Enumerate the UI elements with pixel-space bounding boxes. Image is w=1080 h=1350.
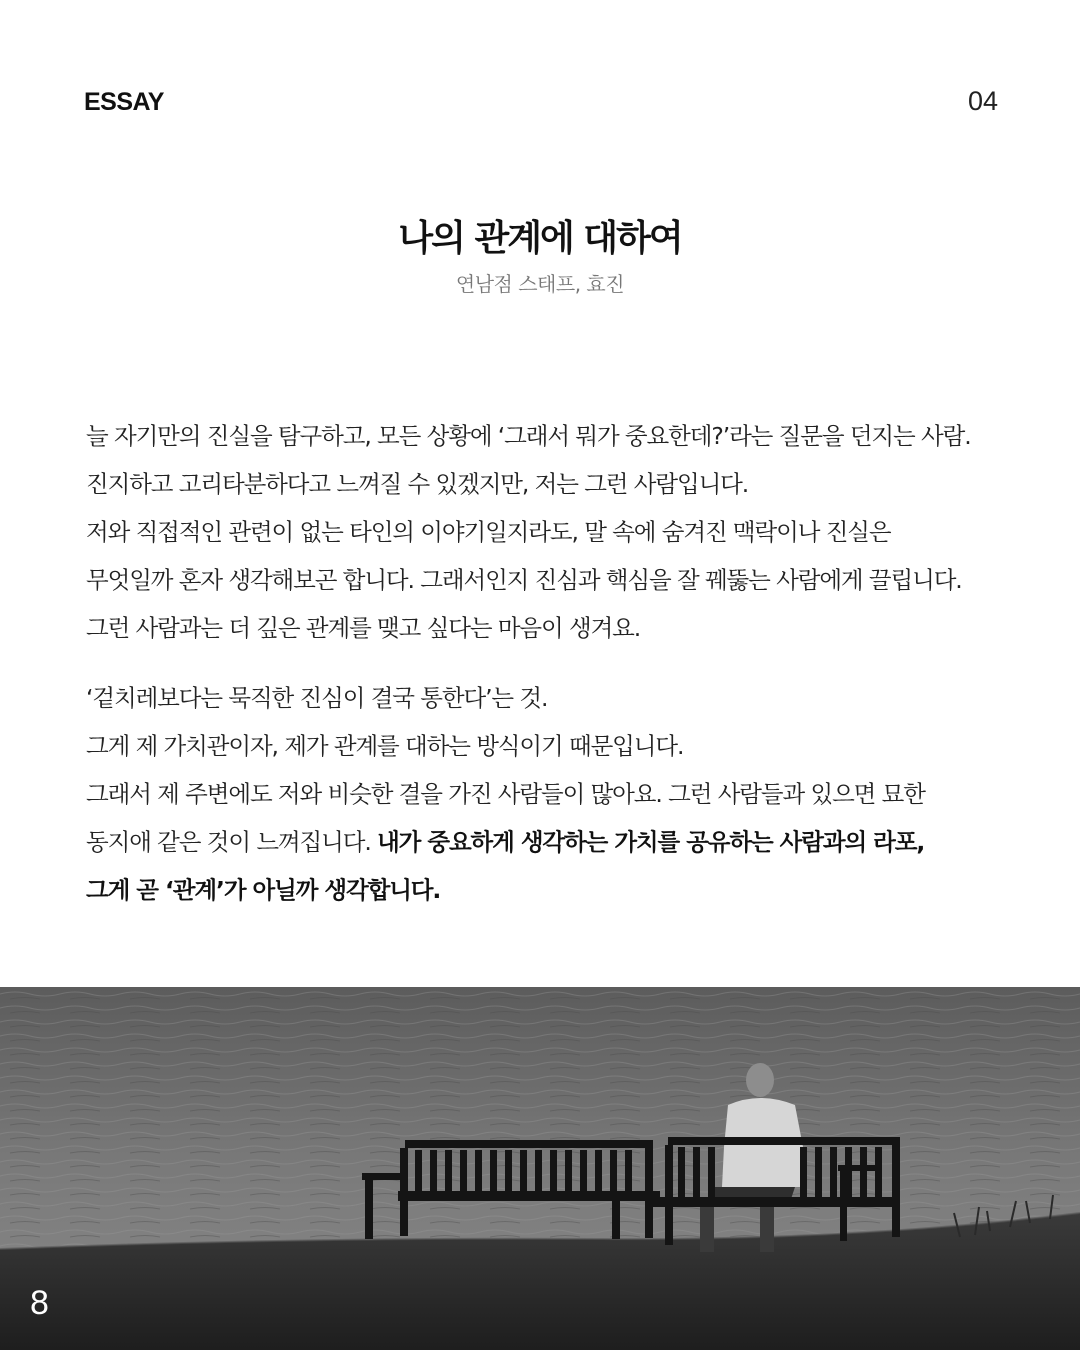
- body-line: 진지하고 고리타분하다고 느껴질 수 있겠지만, 저는 그런 사람입니다.: [86, 470, 749, 498]
- issue-number: 04: [967, 86, 998, 116]
- body-line: 그런 사람과는 더 깊은 관계를 맺고 싶다는 마음이 생겨요.: [86, 614, 641, 642]
- section-label: ESSAY: [84, 88, 164, 116]
- highlight-line: 그게 곧 ‘관계’가 아닐까 생각합니다.: [86, 876, 441, 904]
- body-line: 저와 직접적인 관련이 없는 타인의 이야기일지라도, 말 속에 숨겨진 맥락이나 진실은: [86, 518, 891, 546]
- body-line: 늘 자기만의 진실을 탐구하고, 모든 상황에 ‘그래서 뭐가 중요한데?’라는 질문을 던지는 사람.: [86, 422, 971, 450]
- body-line: ‘겉치레보다는 묵직한 진심이 결국 통한다’는 것.: [86, 684, 548, 712]
- body-line: 그래서 제 주변에도 저와 비슷한 결을 가진 사람들이 많아요. 그런 사람들과 있으면 묘한: [86, 780, 925, 808]
- paragraph-1: [86, 412, 1016, 652]
- body-line: 무엇일까 혼자 생각해보곤 합니다. 그래서인지 진심과 핵심을 잘 꿰뚫는 사람에게 끌립니다.: [86, 566, 962, 594]
- bench-photo: [0, 987, 1080, 1350]
- highlight-text: 내가 중요하게 생각하는 가치를 공유하는 사람과의 라포,: [377, 828, 925, 856]
- article-title: 나의 관계에 대하여: [398, 218, 682, 259]
- paragraph-2: [86, 674, 1016, 914]
- bench-photo-illustration: [0, 987, 1080, 1350]
- page-folio: 8: [30, 1284, 49, 1322]
- article-byline: 연남점 스태프, 효진: [455, 272, 625, 296]
- body-line-mixed: [86, 818, 1016, 866]
- body-line: 그게 제 가치관이자, 제가 관계를 대하는 방식이기 때문입니다.: [86, 732, 684, 760]
- body-text-regular: 동지애 같은 것이 느껴집니다.: [86, 828, 378, 856]
